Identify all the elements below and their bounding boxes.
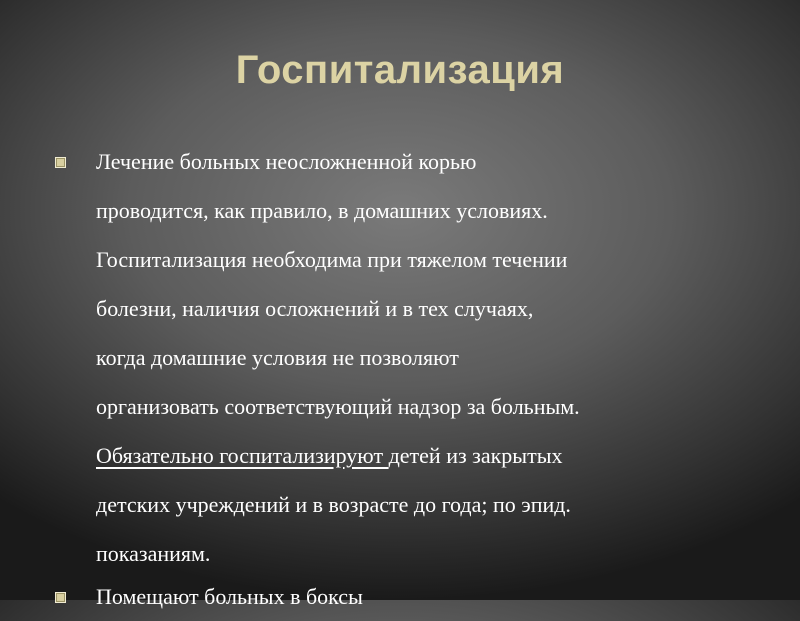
bullet-line: Лечение больных неосложненной корью (96, 149, 477, 174)
bullet-line (96, 431, 756, 480)
slide-title: Госпитализация (235, 48, 565, 92)
bullet-line: детских учреждений и в возрасте до года; по эпид. (96, 492, 571, 517)
bullet-line: проводится, как правило, в домашних условиях. (96, 198, 548, 223)
bullet-square-icon (55, 592, 66, 603)
bullet-line: показаниям. (96, 541, 211, 566)
bullet-item (96, 572, 756, 621)
bullet-line: болезни, наличия осложнений и в тех случаях, (96, 296, 534, 321)
bullet-text: детей из закрытых (388, 443, 563, 468)
bullet-line: когда домашние условия не позволяют (96, 345, 459, 370)
bullet-line: Помещают больных в боксы (96, 584, 363, 609)
bullet-line: Госпитализация необходима при тяжелом течении (96, 247, 568, 272)
bullet-square-icon (55, 157, 66, 168)
bullet-item (96, 137, 756, 578)
underlined-text: Обязательно госпитализируют (96, 443, 389, 468)
bullet-line: организовать соответствующий надзор за больным. (96, 394, 580, 419)
